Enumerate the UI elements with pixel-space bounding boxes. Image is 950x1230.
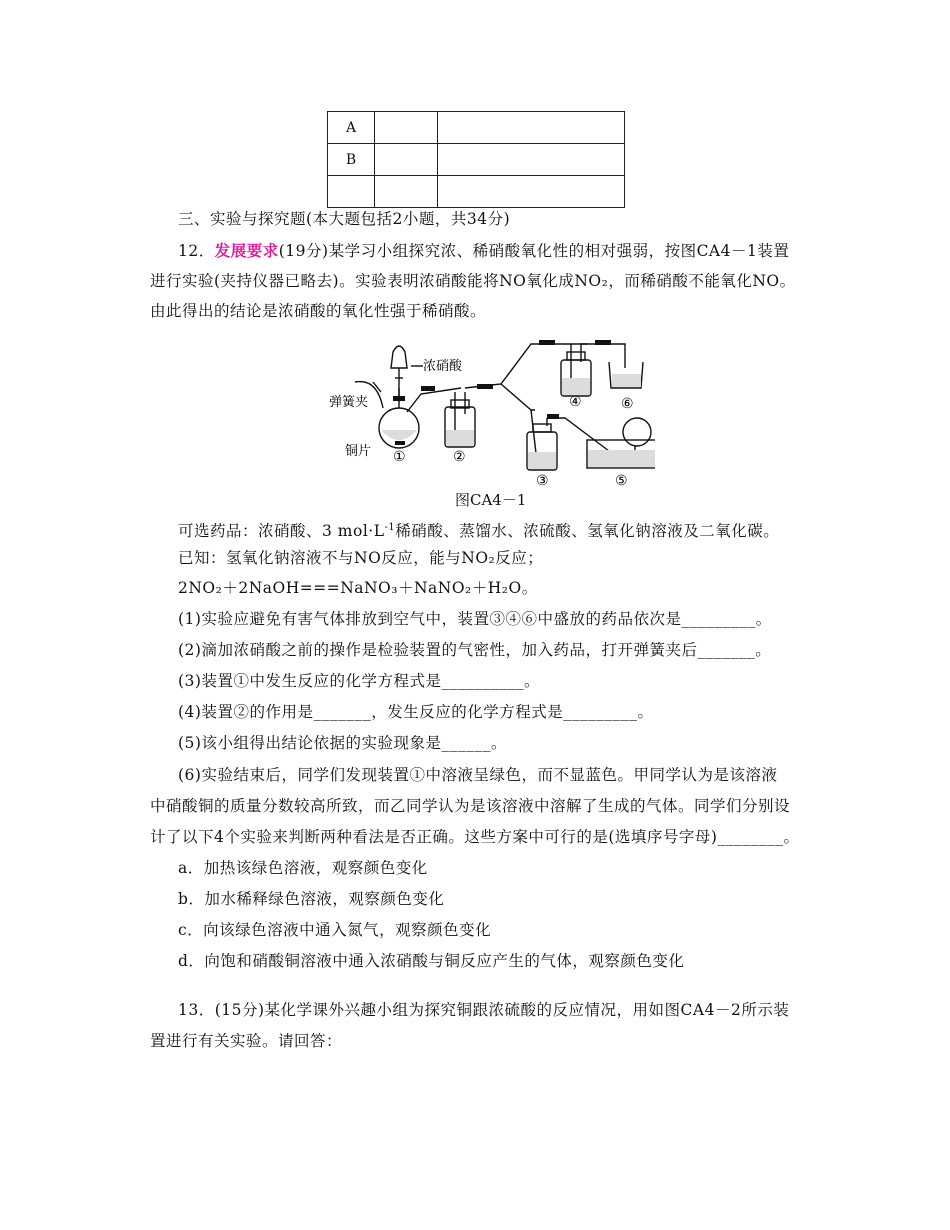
table-cell [375, 112, 438, 144]
table-cell [438, 144, 625, 176]
label-4: ④ [569, 394, 582, 410]
label-5: ⑤ [615, 473, 628, 489]
label-2: ② [453, 449, 466, 465]
table-cell [438, 176, 625, 208]
label-copper: 铜片 [345, 443, 372, 458]
apparatus-diagram [325, 322, 655, 490]
subquestion-1: (1)实验应避免有害气体排放到空气中，装置③④⑥中盛放的药品依次是_________。 [178, 610, 772, 628]
table-row [328, 144, 625, 176]
subquestion-4: (4)装置②的作用是_______，发生反应的化学方程式是_________。 [178, 703, 654, 721]
option-b: b．加水稀释绿色溶液，观察颜色变化 [178, 890, 445, 908]
reagents-superscript: -1 [384, 522, 396, 533]
subquestion-2: (2)滴加浓硝酸之前的操作是检验装置的气密性，加入药品，打开弹簧夹后_______。 [178, 641, 772, 659]
reagents-text-2: 稀硝酸、蒸馏水、浓硫酸、氢氧化钠溶液及二氧化碳。 [395, 522, 780, 541]
question-number: 12． [178, 242, 215, 260]
question-12-line-3: 由此得出的结论是浓硝酸的氧化性强于稀硝酸。 [150, 302, 487, 320]
subquestion-6-line-3: 计了以下4个实验来判断两种看法是否正确。这些方案中可行的是(选填序号字母)________。 [150, 828, 800, 846]
table-row [328, 112, 625, 144]
label-3: ③ [536, 473, 549, 489]
label-spring-clip: 弹簧夹 [329, 394, 369, 409]
equation-line: 2NO₂＋2NaOH===NaNO₃＋NaNO₂＋H₂O。 [178, 579, 538, 597]
subquestion-6-line-1: (6)实验结束后，同学们发现装置①中溶液呈绿色，而不显蓝色。甲同学认为是该溶液 [178, 766, 778, 784]
label-6: ⑥ [621, 396, 634, 412]
option-c: c．向该绿色溶液中通入氮气，观察颜色变化 [178, 921, 492, 939]
table-row [328, 176, 625, 208]
table-cell [438, 112, 625, 144]
question-12-line-1 [178, 241, 789, 261]
difficulty-tag: 发展要求 [214, 241, 279, 260]
label-concentrated-acid: 浓硝酸 [423, 358, 463, 373]
reagents-text: 可选药品：浓硝酸、3 mol·L [178, 522, 385, 541]
subquestion-6-line-2: 中硝酸铜的质量分数较高所致，而乙同学认为是该溶液中溶解了生成的气体。同学们分别设 [150, 797, 791, 815]
subquestion-3: (3)装置①中发生反应的化学方程式是__________。 [178, 672, 540, 690]
question-13-line-1: 13．(15分)某化学课外兴趣小组为探究铜跟浓硫酸的反应情况，用如图CA4－2所示装 [178, 1001, 790, 1019]
question-12-line-2: 进行实验(夹持仪器已略去)。实验表明浓硝酸能将NO氧化成NO₂，而稀硝酸不能氧化NO。 [150, 272, 796, 290]
table-cell [375, 176, 438, 208]
question-text: (19分)某学习小组探究浓、稀硝酸氧化性的相对强弱，按图CA4－1装置 [278, 242, 790, 260]
table-cell [375, 144, 438, 176]
reagents-line [178, 518, 779, 541]
option-d: d．向饱和硝酸铜溶液中通入浓硝酸与铜反应产生的气体，观察颜色变化 [178, 952, 685, 970]
question-13-line-2: 置进行有关实验。请回答： [150, 1032, 343, 1050]
table-cell: B [328, 144, 375, 176]
known-line: 已知：氢氧化钠溶液不与NO反应，能与NO₂反应； [178, 549, 544, 567]
subquestion-5: (5)该小组得出结论依据的实验现象是______。 [178, 734, 507, 752]
table-cell: A [328, 112, 375, 144]
figure-caption: 图CA4－1 [455, 491, 527, 509]
option-a: a．加热该绿色溶液，观察颜色变化 [178, 859, 428, 877]
table-cell [328, 176, 375, 208]
answer-table [327, 111, 625, 208]
section-heading: 三、实验与探究题(本大题包括2小题，共34分) [178, 210, 511, 228]
label-1: ① [393, 449, 406, 465]
